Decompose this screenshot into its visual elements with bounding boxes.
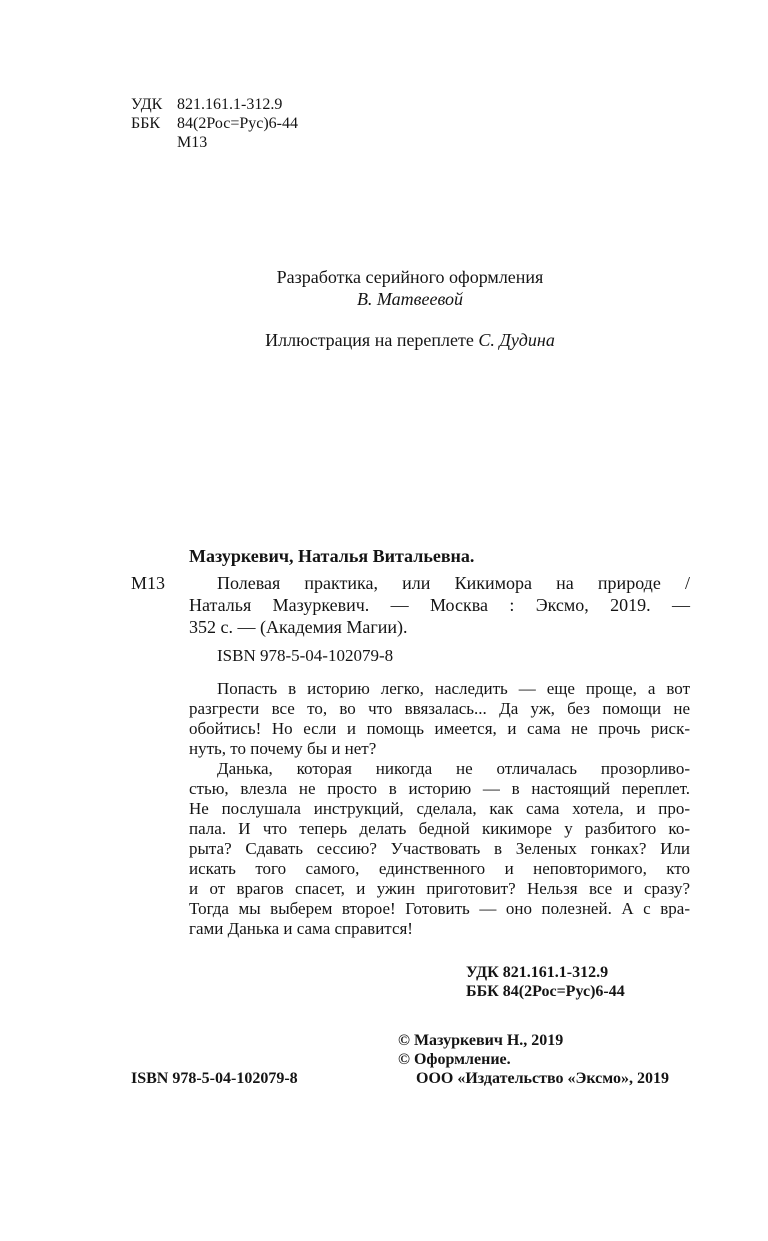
copyright-publisher: ООО «Издательство «Эксмо», 2019 (416, 1070, 669, 1087)
design-credit (0, 266, 768, 310)
annotation-line: гами Данька и сама справится! (189, 919, 413, 938)
cover-credit (0, 329, 768, 351)
design-credit-name: В. Матвеевой (356, 289, 464, 309)
annotation-line: Не послушала инструкций, сделала, как сама хотела, и про- (189, 799, 690, 818)
annotation-paragraph-2 (189, 759, 690, 939)
annotation-line: искать того самого, единственного и неповторимого, кто (189, 859, 690, 878)
bbk-value: 84(2Рос=Рус)6-44 (177, 115, 299, 132)
footer-isbn: ISBN 978-5-04-102079-8 (131, 1070, 298, 1087)
cover-credit-name: С. Дудина (478, 330, 555, 350)
annotation (189, 679, 690, 939)
catalog-isbn: ISBN 978-5-04-102079-8 (217, 646, 394, 665)
author-sign-row (131, 133, 298, 152)
catalog-author-sign: М13 (131, 573, 166, 593)
annotation-line: стью, влезла не просто в историю — в настоящий переплет. (189, 779, 690, 798)
author-sign: М13 (177, 134, 208, 151)
annotation-line: рыта? Сдавать сессию? Участвовать в Зеленых гонках? Или (189, 839, 690, 858)
annotation-line: Данька, которая никогда не отличалась прозорливо- (217, 759, 690, 778)
catalog-description (189, 572, 690, 638)
footer-bbk: ББК 84(2Рос=Рус)6-44 (466, 983, 625, 1000)
copyright-block (398, 1031, 669, 1088)
catalog-author-heading: Мазуркевич, Наталья Витальевна. (189, 546, 475, 566)
udk-value: 821.161.1-312.9 (177, 96, 283, 113)
annotation-line: разгрести все то, во что ввязалась... Да уж, без помощи не (189, 699, 690, 718)
annotation-line: нуть, то почему бы и нет? (189, 739, 377, 758)
copyright-design: © Оформление. (398, 1051, 511, 1068)
udk-label: УДК (131, 96, 163, 113)
catalog-line: Полевая практика, или Кикимора на природе / (217, 573, 690, 593)
annotation-paragraph-1 (189, 679, 690, 759)
annotation-line: Попасть в историю легко, наследить — еще проще, а вот (217, 679, 690, 698)
footer-udk: УДК 821.161.1-312.9 (466, 964, 609, 981)
catalog-line: Наталья Мазуркевич. — Москва : Эксмо, 2019. — (189, 595, 690, 615)
annotation-line: обойтись! Но если и помощь имеется, и сама не прочь риск- (189, 719, 690, 738)
footer-codes (466, 963, 625, 1001)
udk-row (131, 95, 298, 114)
annotation-line: и от врагов спасет, и ужин приготовит? Нельзя все и сразу? (189, 879, 690, 898)
annotation-line: Тогда мы выберем второе! Готовить — оно полезней. А с вра- (189, 899, 690, 918)
cover-credit-prefix: Иллюстрация на переплете (265, 330, 474, 350)
bbk-row (131, 114, 298, 133)
classification-codes (131, 95, 298, 152)
catalog-line: 352 с. — (Академия Магии). (189, 617, 408, 637)
annotation-line: пала. И что теперь делать бедной кикиморе у разбитого ко- (189, 819, 690, 838)
copyright-author: © Мазуркевич Н., 2019 (398, 1032, 564, 1049)
bbk-label: ББК (131, 115, 161, 132)
design-credit-line: Разработка серийного оформления (276, 267, 544, 287)
